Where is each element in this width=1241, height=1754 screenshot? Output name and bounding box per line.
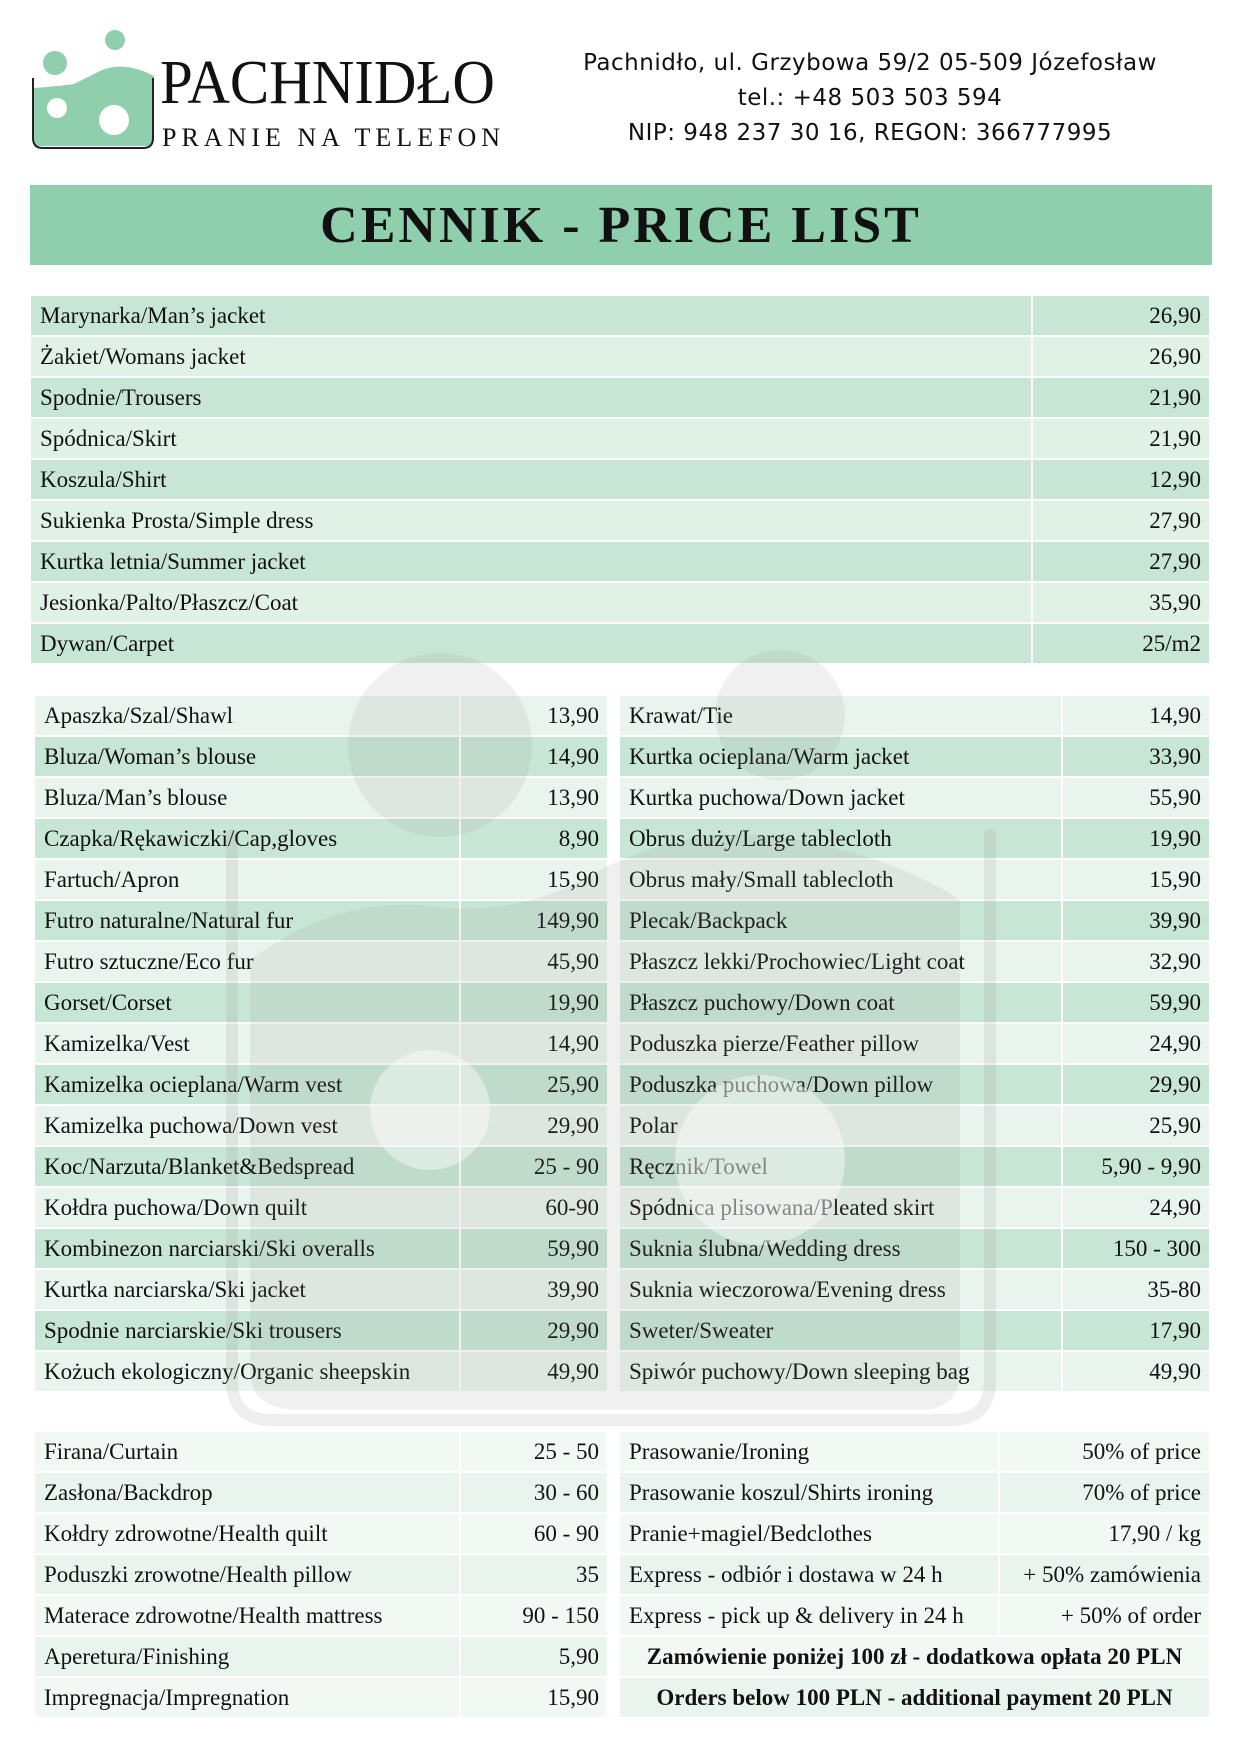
item-label: Gorset/Corset xyxy=(35,983,459,1022)
item-price: 12,90 xyxy=(1033,460,1209,499)
price-row xyxy=(620,983,1209,1022)
item-label: Futro naturalne/Natural fur xyxy=(35,901,459,940)
item-price: 59,90 xyxy=(461,1229,607,1268)
item-label: Fartuch/Apron xyxy=(35,860,459,899)
item-label: Spodnie narciarskie/Ski trousers xyxy=(35,1311,459,1350)
item-price: 19,90 xyxy=(1063,819,1209,858)
price-row xyxy=(35,1065,607,1104)
item-price: 24,90 xyxy=(1063,1188,1209,1227)
item-price: 39,90 xyxy=(461,1270,607,1309)
price-row xyxy=(35,1229,607,1268)
address: Pachnidło, ul. Grzybowa 59/2 05-509 Józefosław xyxy=(583,50,1157,76)
price-row xyxy=(620,696,1209,735)
item-label: Sukienka Prosta/Simple dress xyxy=(31,501,1031,540)
item-label: Kurtka narciarska/Ski jacket xyxy=(35,1270,459,1309)
page-title: CENNIK - PRICE LIST xyxy=(320,196,922,254)
item-label: Kurtka letnia/Summer jacket xyxy=(31,542,1031,581)
item-label: Polar xyxy=(620,1106,1061,1145)
item-price: 17,90 xyxy=(1063,1311,1209,1350)
item-price: + 50% of order xyxy=(1000,1596,1209,1635)
item-price: 8,90 xyxy=(461,819,607,858)
item-label: Kamizelka ocieplana/Warm vest xyxy=(35,1065,459,1104)
price-row xyxy=(35,1678,607,1717)
price-row xyxy=(620,860,1209,899)
item-label: Kamizelka puchowa/Down vest xyxy=(35,1106,459,1145)
right-price-table xyxy=(620,696,1209,1393)
contact-info xyxy=(560,46,1180,151)
item-label: Aperetura/Finishing xyxy=(35,1637,459,1676)
price-row xyxy=(35,1473,607,1512)
item-label: Spódnica plisowana/Pleated skirt xyxy=(620,1188,1061,1227)
item-price: 5,90 xyxy=(461,1637,607,1676)
item-price: 24,90 xyxy=(1063,1024,1209,1063)
item-label: Obrus duży/Large tablecloth xyxy=(620,819,1061,858)
price-row xyxy=(35,901,607,940)
item-label: Żakiet/Womans jacket xyxy=(31,337,1031,376)
health-price-table xyxy=(35,1432,607,1719)
price-row xyxy=(35,696,607,735)
item-price: + 50% zamówienia xyxy=(1000,1555,1209,1594)
item-price: 25/m2 xyxy=(1033,624,1209,663)
price-row xyxy=(620,1555,1209,1594)
item-label: Prasowanie koszul/Shirts ironing xyxy=(620,1473,998,1512)
item-label: Apaszka/Szal/Shawl xyxy=(35,696,459,735)
price-row xyxy=(35,1637,607,1676)
price-row xyxy=(31,337,1209,376)
title-banner xyxy=(30,185,1212,265)
services-price-table xyxy=(620,1432,1209,1719)
price-row xyxy=(620,1106,1209,1145)
item-label: Bluza/Woman’s blouse xyxy=(35,737,459,776)
item-price: 90 - 150 xyxy=(461,1596,607,1635)
price-row xyxy=(620,1473,1209,1512)
item-price: 25,90 xyxy=(1063,1106,1209,1145)
laundry-basket-bubbles-icon xyxy=(30,28,155,153)
item-price: 25,90 xyxy=(461,1065,607,1104)
price-row xyxy=(35,1311,607,1350)
item-label: Koszula/Shirt xyxy=(31,460,1031,499)
minimum-order-note: Orders below 100 PLN - additional payment 20 PLN xyxy=(620,1678,1209,1717)
item-price: 50% of price xyxy=(1000,1432,1209,1471)
price-row xyxy=(620,1432,1209,1471)
item-price: 21,90 xyxy=(1033,378,1209,417)
item-price: 15,90 xyxy=(461,860,607,899)
price-row xyxy=(35,1024,607,1063)
item-label: Spódnica/Skirt xyxy=(31,419,1031,458)
item-label: Marynarka/Man’s jacket xyxy=(31,296,1031,335)
price-row xyxy=(35,860,607,899)
item-label: Płaszcz lekki/Prochowiec/Light coat xyxy=(620,942,1061,981)
minimum-order-note: Zamówienie poniżej 100 zł - dodatkowa opłata 20 PLN xyxy=(620,1637,1209,1676)
main-price-table xyxy=(31,296,1209,665)
item-label: Koc/Narzuta/Blanket&Bedspread xyxy=(35,1147,459,1186)
item-price: 26,90 xyxy=(1033,296,1209,335)
price-row xyxy=(620,1311,1209,1350)
price-row xyxy=(35,1106,607,1145)
item-price: 15,90 xyxy=(461,1678,607,1717)
price-row xyxy=(620,778,1209,817)
item-label: Express - pick up & delivery in 24 h xyxy=(620,1596,998,1635)
item-label: Express - odbiór i dostawa w 24 h xyxy=(620,1555,998,1594)
item-price: 59,90 xyxy=(1063,983,1209,1022)
price-row xyxy=(35,1352,607,1391)
price-row xyxy=(620,819,1209,858)
item-label: Materace zdrowotne/Health mattress xyxy=(35,1596,459,1635)
item-price: 49,90 xyxy=(461,1352,607,1391)
item-price: 60 - 90 xyxy=(461,1514,607,1553)
item-price: 49,90 xyxy=(1063,1352,1209,1391)
item-label: Kamizelka/Vest xyxy=(35,1024,459,1063)
item-label: Suknia ślubna/Wedding dress xyxy=(620,1229,1061,1268)
item-price: 33,90 xyxy=(1063,737,1209,776)
price-row xyxy=(620,1024,1209,1063)
item-label: Poduszki zrowotne/Health pillow xyxy=(35,1555,459,1594)
item-label: Kurtka ocieplana/Warm jacket xyxy=(620,737,1061,776)
item-label: Pranie+magiel/Bedclothes xyxy=(620,1514,998,1553)
item-label: Ręcznik/Towel xyxy=(620,1147,1061,1186)
price-row xyxy=(35,737,607,776)
note-row xyxy=(620,1678,1209,1717)
item-label: Poduszka puchowa/Down pillow xyxy=(620,1065,1061,1104)
item-price: 17,90 / kg xyxy=(1000,1514,1209,1553)
item-label: Plecak/Backpack xyxy=(620,901,1061,940)
item-label: Suknia wieczorowa/Evening dress xyxy=(620,1270,1061,1309)
phone: tel.: +48 503 503 594 xyxy=(737,85,1003,111)
item-label: Bluza/Man’s blouse xyxy=(35,778,459,817)
item-label: Obrus mały/Small tablecloth xyxy=(620,860,1061,899)
item-price: 15,90 xyxy=(1063,860,1209,899)
item-price: 35 xyxy=(461,1555,607,1594)
price-row xyxy=(35,778,607,817)
price-row xyxy=(35,1596,607,1635)
item-price: 45,90 xyxy=(461,942,607,981)
item-price: 55,90 xyxy=(1063,778,1209,817)
item-price: 25 - 90 xyxy=(461,1147,607,1186)
item-price: 70% of price xyxy=(1000,1473,1209,1512)
price-row xyxy=(35,942,607,981)
item-label: Poduszka pierze/Feather pillow xyxy=(620,1024,1061,1063)
price-row xyxy=(31,460,1209,499)
price-row xyxy=(620,942,1209,981)
item-price: 21,90 xyxy=(1033,419,1209,458)
item-label: Czapka/Rękawiczki/Cap,gloves xyxy=(35,819,459,858)
price-row xyxy=(35,1432,607,1471)
price-row xyxy=(31,501,1209,540)
price-row xyxy=(31,542,1209,581)
item-price: 30 - 60 xyxy=(461,1473,607,1512)
item-price: 25 - 50 xyxy=(461,1432,607,1471)
item-label: Spodnie/Trousers xyxy=(31,378,1031,417)
item-price: 29,90 xyxy=(1063,1065,1209,1104)
item-price: 27,90 xyxy=(1033,542,1209,581)
item-label: Firana/Curtain xyxy=(35,1432,459,1471)
price-row xyxy=(620,1270,1209,1309)
price-row xyxy=(620,901,1209,940)
item-label: Kołdra puchowa/Down quilt xyxy=(35,1188,459,1227)
item-price: 29,90 xyxy=(461,1311,607,1350)
price-row xyxy=(35,1188,607,1227)
price-row xyxy=(35,983,607,1022)
item-price: 27,90 xyxy=(1033,501,1209,540)
left-price-table xyxy=(35,696,607,1393)
item-label: Prasowanie/Ironing xyxy=(620,1432,998,1471)
item-label: Płaszcz puchowy/Down coat xyxy=(620,983,1061,1022)
item-label: Impregnacja/Impregnation xyxy=(35,1678,459,1717)
price-row xyxy=(620,1065,1209,1104)
price-row xyxy=(35,1514,607,1553)
price-row xyxy=(35,819,607,858)
price-row xyxy=(31,583,1209,622)
item-label: Sweter/Sweater xyxy=(620,1311,1061,1350)
item-price: 26,90 xyxy=(1033,337,1209,376)
item-price: 150 - 300 xyxy=(1063,1229,1209,1268)
price-row xyxy=(620,1596,1209,1635)
item-label: Futro sztuczne/Eco fur xyxy=(35,942,459,981)
brand-name: PACHNIDŁO xyxy=(160,49,495,117)
item-label: Dywan/Carpet xyxy=(31,624,1031,663)
price-row xyxy=(620,737,1209,776)
price-row xyxy=(620,1514,1209,1553)
item-price: 5,90 - 9,90 xyxy=(1063,1147,1209,1186)
item-price: 14,90 xyxy=(461,1024,607,1063)
price-row xyxy=(31,624,1209,663)
item-price: 19,90 xyxy=(461,983,607,1022)
item-label: Kombinezon narciarski/Ski overalls xyxy=(35,1229,459,1268)
brand-tagline: PRANIE NA TELEFON xyxy=(162,123,506,152)
price-row xyxy=(31,419,1209,458)
page-header xyxy=(0,0,1241,170)
price-row xyxy=(31,378,1209,417)
price-row xyxy=(35,1147,607,1186)
item-price: 13,90 xyxy=(461,696,607,735)
item-price: 14,90 xyxy=(461,737,607,776)
price-row xyxy=(35,1270,607,1309)
item-label: Kożuch ekologiczny/Organic sheepskin xyxy=(35,1352,459,1391)
item-price: 32,90 xyxy=(1063,942,1209,981)
price-row xyxy=(620,1229,1209,1268)
price-row xyxy=(620,1352,1209,1391)
price-row xyxy=(35,1555,607,1594)
item-label: Kurtka puchowa/Down jacket xyxy=(620,778,1061,817)
note-row xyxy=(620,1637,1209,1676)
tax-ids: NIP: 948 237 30 16, REGON: 366777995 xyxy=(627,120,1113,146)
item-price: 13,90 xyxy=(461,778,607,817)
price-row xyxy=(620,1147,1209,1186)
item-label: Jesionka/Palto/Płaszcz/Coat xyxy=(31,583,1031,622)
item-label: Spiwór puchowy/Down sleeping bag xyxy=(620,1352,1061,1391)
item-label: Zasłona/Backdrop xyxy=(35,1473,459,1512)
item-price: 149,90 xyxy=(461,901,607,940)
item-label: Krawat/Tie xyxy=(620,696,1061,735)
item-price: 29,90 xyxy=(461,1106,607,1145)
item-price: 14,90 xyxy=(1063,696,1209,735)
price-row xyxy=(620,1188,1209,1227)
price-row xyxy=(31,296,1209,335)
item-price: 39,90 xyxy=(1063,901,1209,940)
item-price: 60-90 xyxy=(461,1188,607,1227)
item-price: 35-80 xyxy=(1063,1270,1209,1309)
item-price: 35,90 xyxy=(1033,583,1209,622)
item-label: Kołdry zdrowotne/Health quilt xyxy=(35,1514,459,1553)
